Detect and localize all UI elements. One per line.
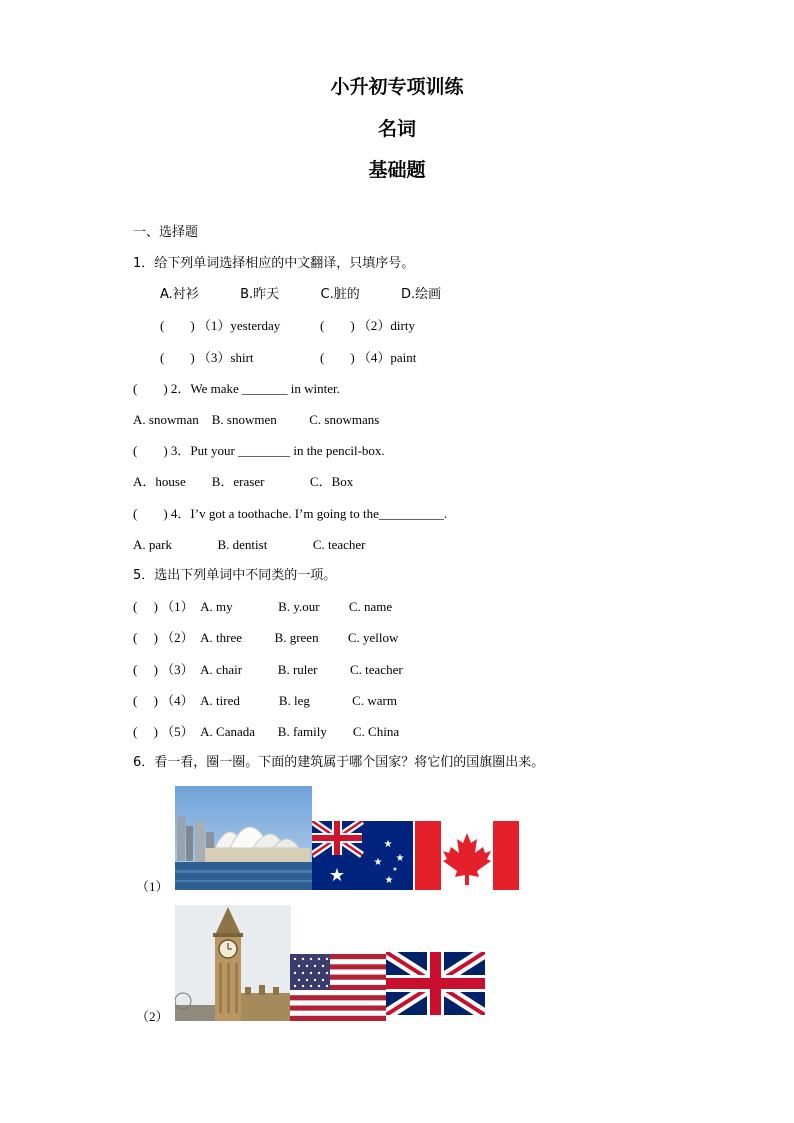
q6-label-2: （2） [136, 1009, 169, 1024]
q2-options: A. snowman B. snowmen C. snowmans [133, 412, 380, 427]
usa-flag-icon [290, 954, 386, 1021]
q5-item: ( ) （1） A. my B. y.our C. name [133, 599, 393, 614]
q5-item: ( ) （5） A. Canada B. family C. China [133, 724, 400, 739]
q5-stem: 5．选出下列单词中不同类的一项。 [133, 568, 337, 583]
q1-item-2: ( ) （2）dirty [320, 318, 415, 333]
svg-text:★: ★ [373, 857, 383, 868]
q1-stem: 1．给下列单词选择相应的中文翻译，只填序号。 [133, 256, 415, 271]
svg-text:★: ★ [384, 875, 394, 886]
q3-options: A．house B．eraser C．Box [133, 474, 354, 489]
q5-item: ( ) （3） A. chair B. ruler C. teacher [133, 662, 403, 677]
page-title: 小升初专项训练 [330, 76, 464, 98]
uk-flag-icon [386, 952, 485, 1015]
q1-item-1: ( ) （1）yesterday [160, 318, 281, 333]
q1-item-4: ( ) （4）paint [320, 350, 417, 365]
canada-flag-icon [415, 821, 519, 890]
page-subtitle: 名词 [377, 118, 416, 140]
q1-item-3: ( ) （3）shirt [160, 350, 254, 365]
q5-item: ( ) （4） A. tired B. leg C. warm [133, 693, 397, 708]
q5-item: ( ) （2） A. three B. green C. yellow [133, 630, 399, 645]
q4-stem: ( ) 4．I’v got a toothache. I’m going to the__________. [133, 506, 448, 521]
sydney-opera-house-image [175, 786, 312, 890]
svg-text:★: ★ [392, 866, 398, 873]
page-level: 基础题 [368, 159, 426, 181]
q3-stem: ( ) 3．Put your ________ in the pencil-box. [133, 443, 385, 458]
svg-text:★: ★ [383, 839, 393, 850]
q4-options: A. park B. dentist C. teacher [133, 537, 366, 552]
svg-text:★: ★ [395, 853, 405, 864]
q2-stem: ( ) 2．We make _______ in winter. [133, 381, 340, 396]
q6-stem: 6．看一看，圈一圈。下面的建筑属于哪个国家？将它们的国旗圈出来。 [133, 755, 545, 770]
svg-text:★: ★ [328, 865, 346, 886]
australia-flag-icon [312, 821, 413, 890]
section-heading: 一、选择题 [133, 225, 199, 240]
q1-options: A.衬衫 B.昨天 C.脏的 D.绘画 [160, 287, 442, 302]
q6-label-1: （1） [136, 879, 169, 894]
big-ben-image [175, 905, 291, 1021]
